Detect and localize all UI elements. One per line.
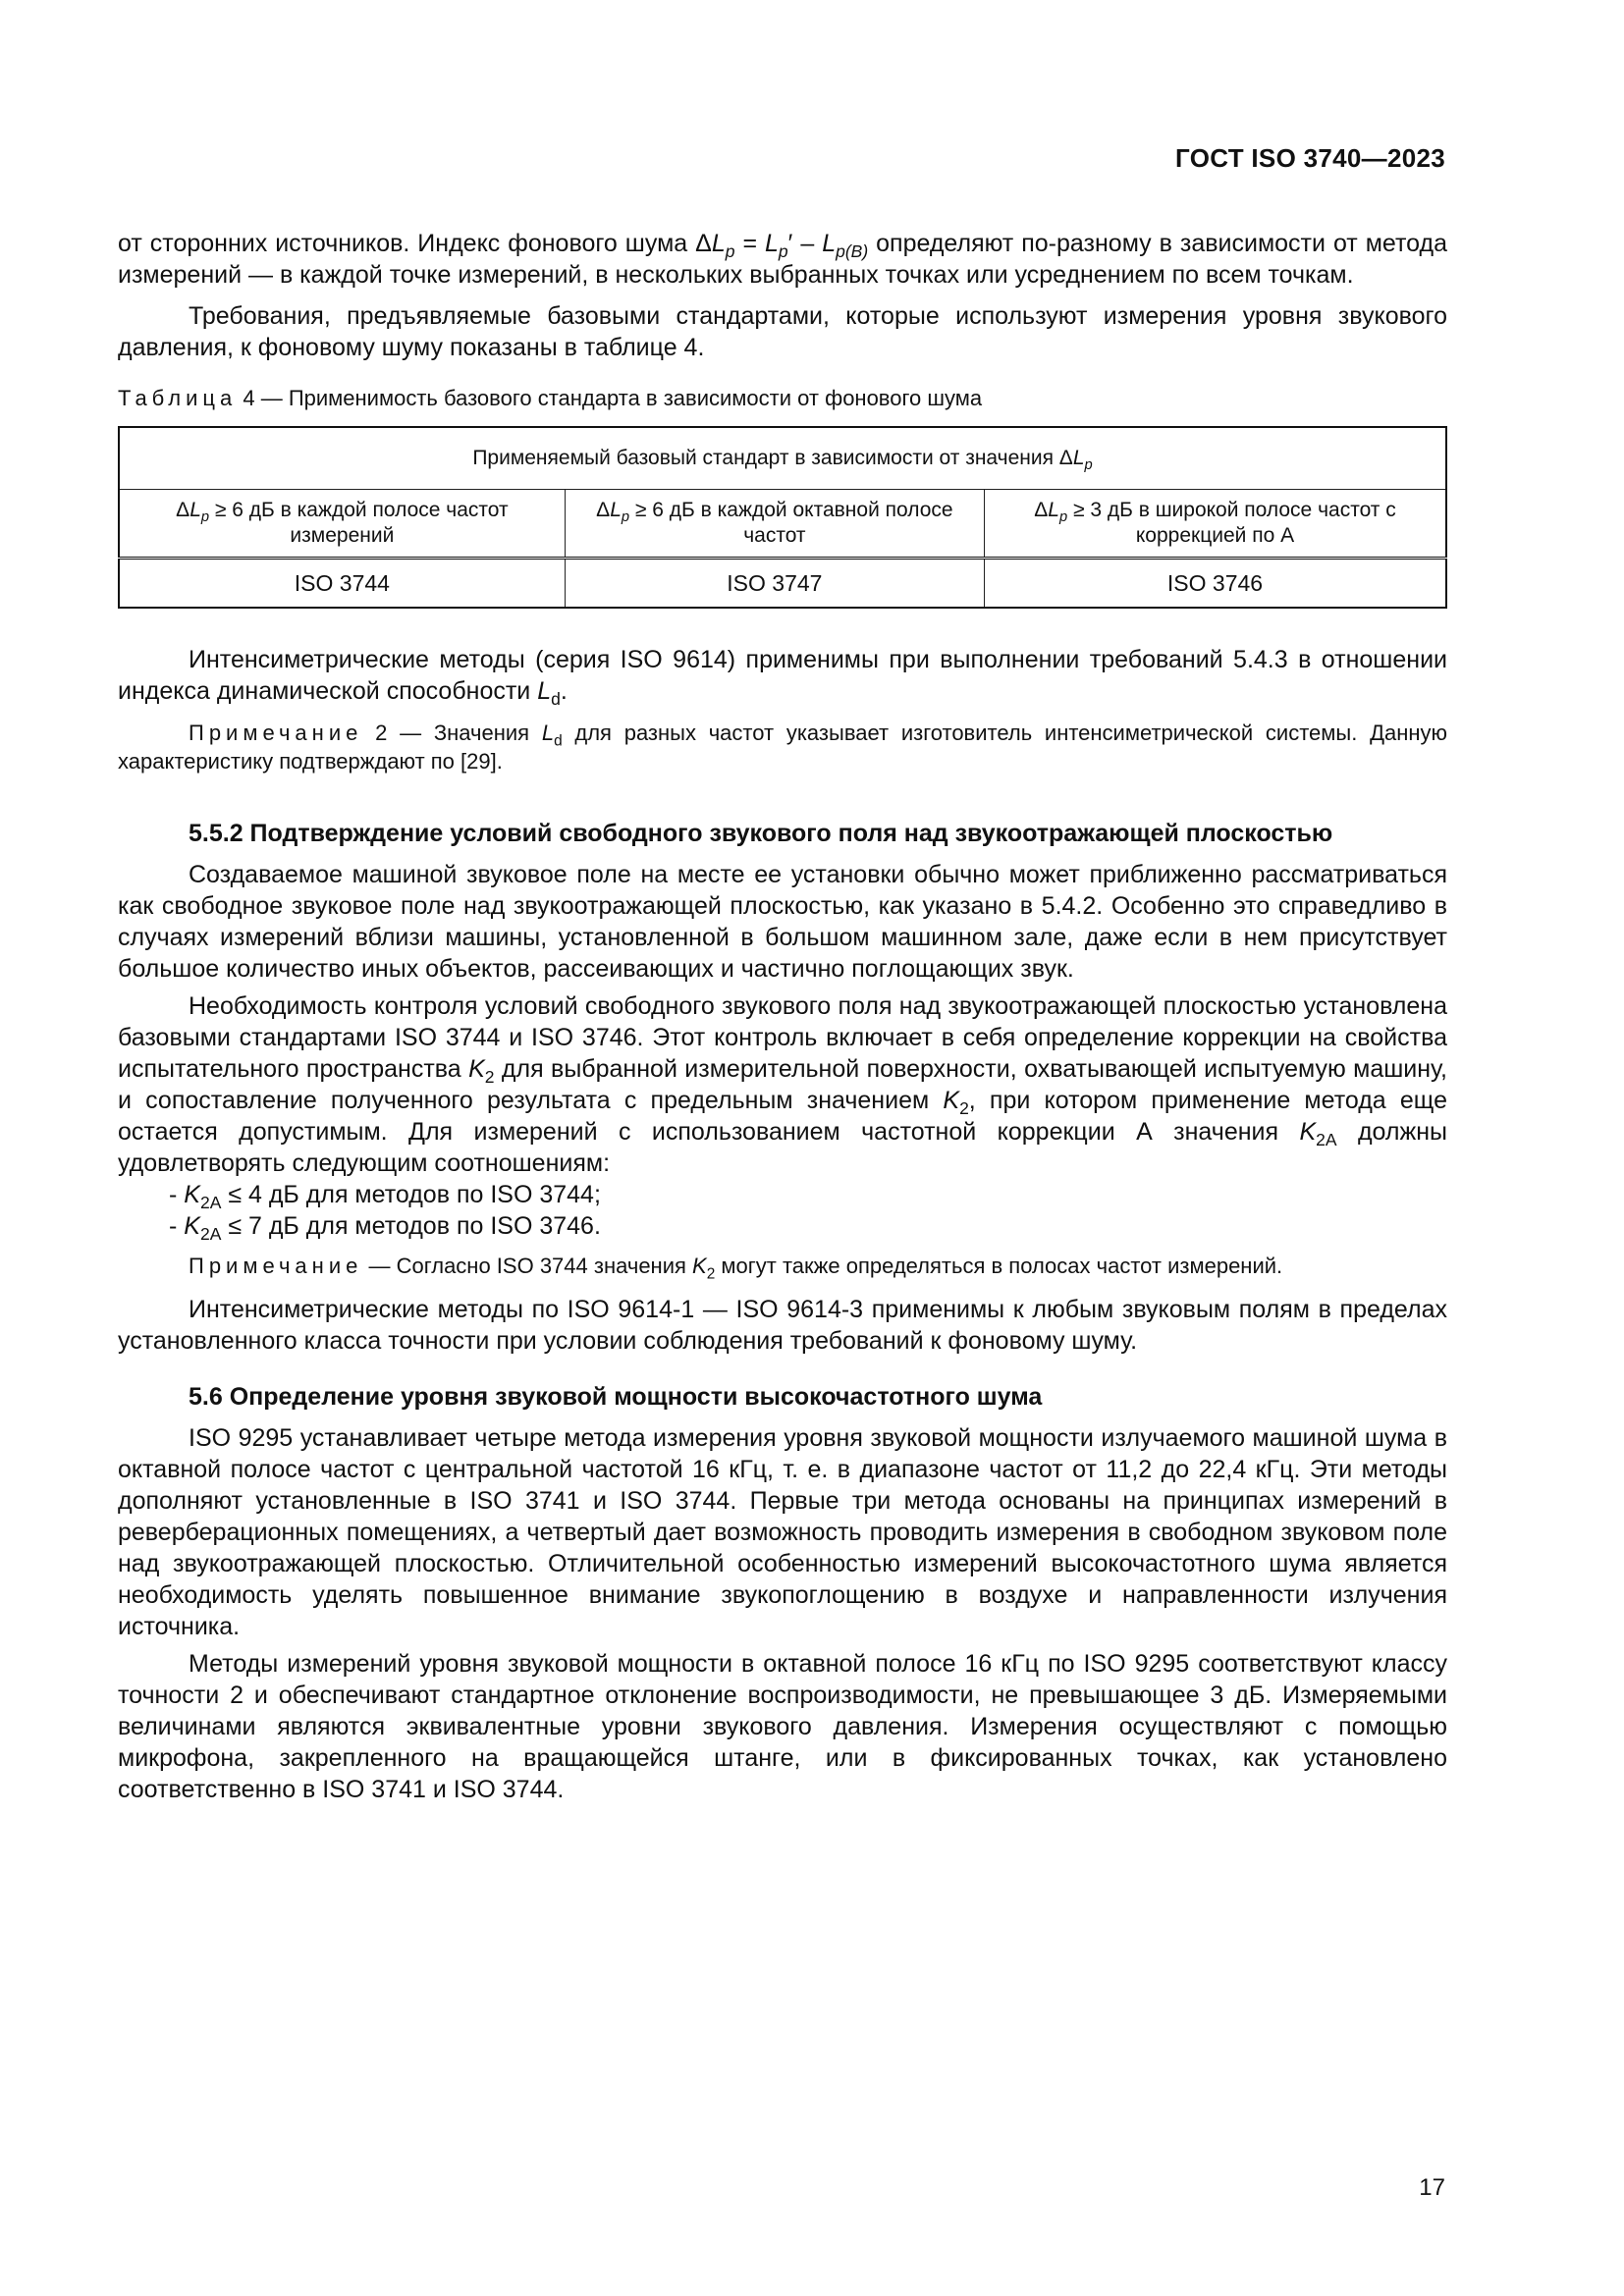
page-content <box>118 228 1447 1805</box>
standard-cell-1: ISO 3744 <box>119 559 565 609</box>
section-5-5-2-paragraph-2: Необходимость контроля условий свободного звукового поля над звукоотражающей плоскостью установлена базовыми стандартами ISO 3744 и ISO 3746. Этот контроль включает в себя определение коррекции на свойства испытательного пространства $K_2$ для выбранной измерительной поверхности, охватывающей испытуемую машину, и сопоставление полученного результата с предельным значением $K_2$, при котором применение метода еще остается допустимым. Для измерений с использованием частотной коррекции А значения $K_{2A}$ должны удовлетворять следующим соотношениям: <box>118 992 1447 1177</box>
standards-table <box>118 426 1447 609</box>
section-5-5-2-paragraph-1: Создаваемое машиной звуковое поле на месте ее установки обычно может приближенно рассматриваться как свободное звуковое поле над звукоотражающей плоскостью, как указано в 5.4.2. Особенно это справедливо в случаях измерений вблизи машины, установленной в большом машинном зале, даже если в нем присутствует большое количество иных объектов, рассеивающих и частично поглощающих звук. <box>118 861 1447 983</box>
page-number: 17 <box>1419 2174 1445 2201</box>
note-2: Примечание 2 — Значения $L_d$ для разных частот указывает изготовитель интенсиметрической системы. Данную характеристику подтверждают по [29]. <box>118 721 1447 774</box>
standard-cell-3: ISO 3746 <box>984 559 1446 609</box>
section-5-5-2-paragraph-3: Интенсиметрические методы по ISO 9614-1 — ISO 9614-3 применимы к любым звуковым полям в пределах установленного класса точности при условии соблюдения требований к фоновому шуму. <box>118 1296 1447 1355</box>
list-item-k2a-iso3746: - $K_{2A} \le 7$ дБ для методов по ISO 3746. <box>169 1212 601 1245</box>
note-k2: Примечание — Согласно ISO 3744 значения $K_2$ могут также определяться в полосах частот измерений. <box>189 1254 1283 1283</box>
paragraph-intensimetric-methods: Интенсиметрические методы (серия ISO 9614) применимы при выполнении требований 5.4.3 в отношении индекса динамической способности $L_d$. <box>118 646 1447 710</box>
section-5-6-paragraph-1: ISO 9295 устанавливает четыре метода измерения уровня звуковой мощности излучаемого машиной шума в октавной полосе частот с центральной частотой 16 кГц, т. е. в диапазоне частот от 11,2 до 22,4 кГц. Эти методы дополняют установленные в ISO 3741 и ISO 3744. Первые три метода основаны на принципах измерений в реверберационных помещениях, а четвертый дает возможность проводить измерения в свободном звуковом поле над звукоотражающей плоскостью. Отличительной особенностью измерений высокочастотного шума является необходимость уделять повышенное внимание звукопоглощению в воздухе и направленности излучения источника. <box>118 1424 1447 1640</box>
table-header-cell: Применяемый базовый стандарт в зависимости от значения $\Delta L_p$ <box>119 427 1446 490</box>
section-5-5-2-heading: 5.5.2 Подтверждение условий свободного звукового поля над звукоотражающей плоскостью <box>189 820 1333 847</box>
condition-cell-1: $\Delta L_p \ge 6$ дБ в каждой полосе частот измерений <box>119 490 565 559</box>
condition-cell-2: $\Delta L_p \ge 6$ дБ в каждой октавной полосе частот <box>565 490 984 559</box>
paragraph-background-noise-index: от сторонних источников. Индекс фонового шума $\Delta L_p = L_p' - L_{p(B)}$ определяют по-разному в зависимости от метода измерений — в каждой точке измерений, в нескольких выбранных точках или усреднением по всем точкам. <box>118 230 1447 289</box>
section-5-6-heading: 5.6 Определение уровня звуковой мощности высокочастотного шума <box>189 1383 1043 1411</box>
condition-cell-3: $\Delta L_p \ge 3$ дБ в широкой полосе частот с коррекцией по А <box>984 490 1446 559</box>
standard-cell-2: ISO 3747 <box>565 559 984 609</box>
table-caption: Таблица 4 — Применимость базового стандарта в зависимости от фонового шума <box>118 386 983 410</box>
section-5-6-paragraph-2: Методы измерений уровня звуковой мощности в октавной полосе 16 кГц по ISO 9295 соответствуют классу точности 2 и обеспечивают стандартное отклонение воспроизводимости, не превышающее 3 дБ. Измеряемыми величинами являются эквивалентные уровни звукового давления. Измерения осуществляют с помощью микрофона, закрепленного на вращающейся штанге, или в фиксированных точках, как установлено соответственно в ISO 3741 и ISO 3744. <box>118 1650 1447 1803</box>
paragraph-requirements: Требования, предъявляемые базовыми стандартами, которые используют измерения уровня звукового давления, к фоновому шуму показаны в таблице 4. <box>118 302 1447 361</box>
document-header: ГОСТ ISO 3740—2023 <box>1175 143 1445 173</box>
list-item-k2a-iso3744: - $K_{2A} \le 4$ дБ для методов по ISO 3744; <box>169 1181 601 1213</box>
